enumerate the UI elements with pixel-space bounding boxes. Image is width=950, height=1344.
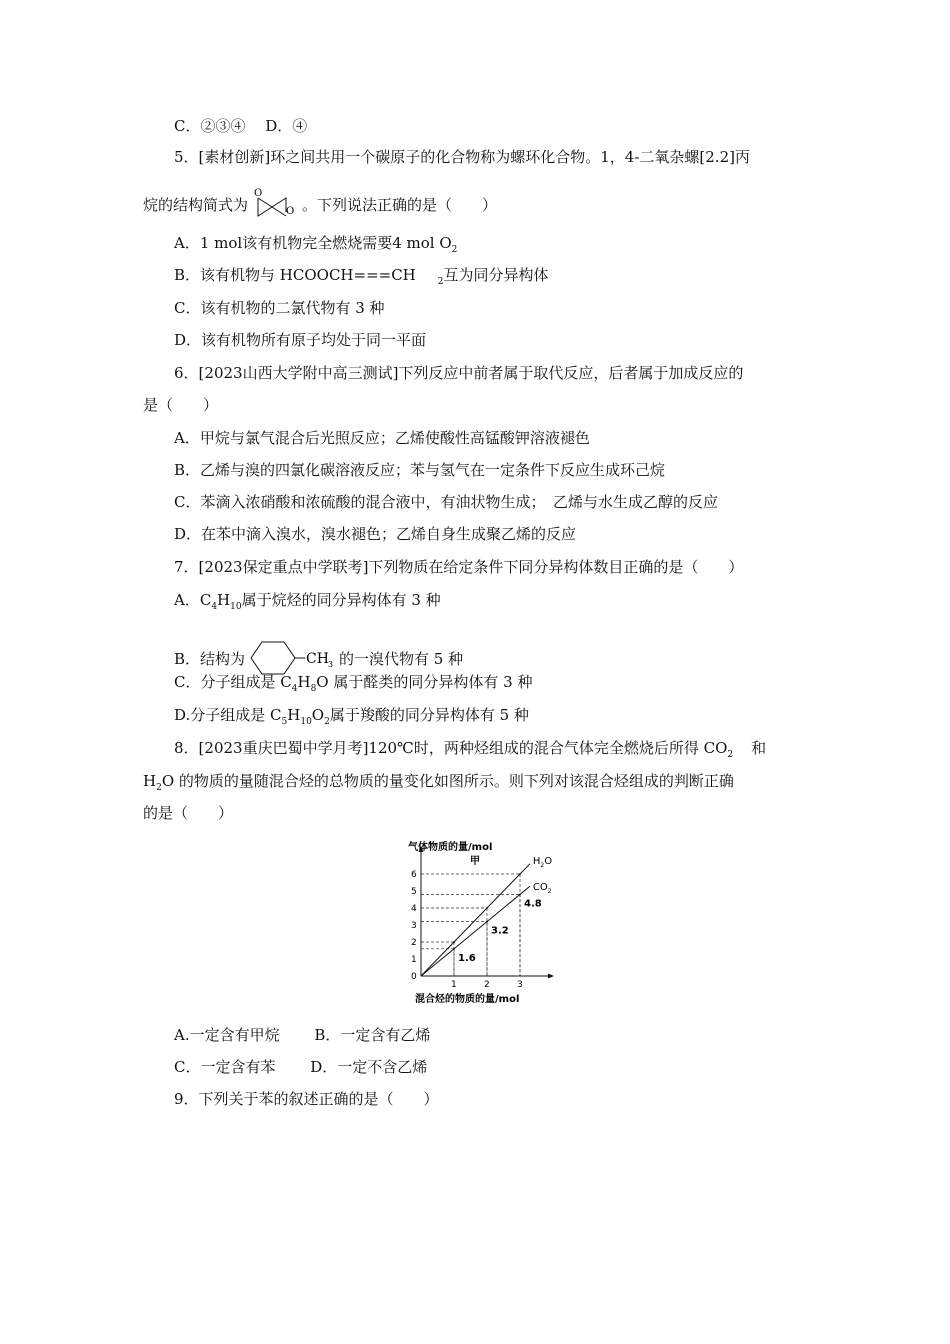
q5-stem-line2: [143, 186, 497, 224]
gas-amount-chart: [400, 838, 590, 1006]
x-tick-2: 2: [484, 980, 490, 990]
q9-stem: 9．下列关于苯的叙述正确的是（ ）: [174, 1090, 439, 1108]
data-point-CO2-3: [519, 894, 521, 896]
q8-options-cd: C．一定含有苯 D．一定不含乙烯: [174, 1058, 428, 1076]
spiro-compound-structure: [252, 186, 298, 224]
y-tick-3: 3: [411, 921, 417, 931]
data-label-0: 1.6: [458, 952, 476, 964]
subscript: 4: [211, 602, 218, 612]
q6-option-a: A．甲烷与氯气混合后光照反应；乙烯使酸性高锰酸钾溶液褪色: [174, 429, 590, 447]
origin-tick: 0: [411, 972, 417, 982]
q7-d-text: D.分子组成是 C: [174, 706, 282, 724]
subscript: 2: [156, 783, 162, 793]
q7-a-tail: 属于烷烃的同分异构体有 3 种: [241, 591, 441, 609]
q8-stem-text-2: O 的物质的量随混合烃的总物质的量变化如图所示。则下列对该混合烃组成的判断正确: [161, 772, 734, 790]
x-tick-1: 1: [451, 980, 457, 990]
q8-stem-line2: [143, 771, 734, 791]
data-label-1: 3.2: [491, 925, 509, 937]
y-tick-5: 5: [411, 887, 417, 897]
q7-b-tail: 的一溴代物有 5 种: [339, 650, 464, 668]
methyl-group-label: CH: [306, 651, 329, 667]
q5-stem-line1: 5．[素材创新]环之间共用一个碳原子的化合物称为螺环化合物。1，4-二氧杂螺[2.2]丙: [174, 148, 750, 166]
y-tick-4: 4: [411, 904, 417, 914]
subscript: 8: [310, 684, 317, 694]
q7-d-text-h: H: [287, 706, 301, 724]
chart-y-axis-label: 气体物质的量/mol: [408, 842, 493, 853]
chart-x-axis-label: 混合烃的物质的量/mol: [415, 994, 520, 1005]
data-point-H2O-1: [453, 941, 455, 943]
q7-d-text-o: O: [311, 706, 325, 724]
q7-d-tail: 属于羧酸的同分异构体有 5 种: [329, 706, 529, 724]
methyl-subscript: 3: [328, 660, 334, 669]
series-label-CO2: $CO_2$: [532, 882, 552, 896]
q6-option-c: C．苯滴入浓硝酸和浓硫酸的混合液中，有油状物生成； 乙烯与水生成乙醇的反应: [174, 493, 718, 511]
q7-c-tail: O 属于醛类的同分异构体有 3 种: [316, 673, 533, 691]
q8-stem-line3: 的是（ ）: [143, 804, 234, 822]
q7-c-text-h: H: [297, 673, 311, 691]
q8-stem-h: H: [143, 772, 157, 790]
q7-a-text-h: H: [217, 591, 231, 609]
y-tick-1: 1: [411, 955, 417, 965]
q6-stem-line2: 是（ ）: [143, 396, 219, 414]
q7-option-a: [174, 590, 441, 610]
q6-option-d: D．在苯中滴入溴水，溴水褪色；乙烯自身生成聚乙烯的反应: [174, 525, 577, 543]
q8-stem-text: 8．[2023重庆巴蜀中学月考]120℃时，两种烃组成的混合气体完全燃烧后所得 CO: [174, 739, 728, 757]
q5-option-b-text: B．该有机物与 HCOOCH===CH: [174, 266, 416, 284]
q5-option-a: [174, 233, 457, 253]
subscript: 5: [281, 717, 288, 727]
q6-stem-line1: 6．[2023山西大学附中高三测试]下列反应中前者属于取代反应，后者属于加成反应的: [174, 364, 744, 382]
subscript: 2: [451, 245, 458, 255]
data-point-CO2-1: [453, 948, 455, 950]
q7-option-d: [174, 705, 529, 725]
data-point-H2O-3: [519, 873, 521, 875]
subscript: 2: [437, 277, 444, 287]
y-tick-6: 6: [411, 870, 417, 880]
q5-option-b-tail: 互为同分异构体: [443, 266, 549, 284]
q8-stem-and: 和: [751, 739, 767, 757]
data-label-2: 4.8: [524, 898, 542, 910]
subscript: 10: [230, 602, 242, 612]
q7-stem: 7．[2023保定重点中学联考]下列物质在给定条件下同分异构体数目正确的是（ ）: [174, 558, 744, 576]
subscript: 2: [727, 750, 734, 760]
subscript: 10: [300, 717, 312, 727]
q7-a-text: A．C: [174, 591, 212, 609]
q8-options-ab: A.一定含有甲烷 B．一定含有乙烯: [174, 1026, 431, 1044]
x-tick-3: 3: [517, 980, 523, 990]
spiro-oxygen-top: O: [254, 188, 263, 199]
series-label-H2O: $H_2O$: [532, 855, 553, 869]
q5-option-a-text: A．1 mol该有机物完全燃烧需要4 mol O: [174, 234, 452, 252]
q5-option-b: [174, 265, 549, 285]
q4-options-cd: C．②③④ D．④: [174, 117, 308, 135]
data-point-H2O-2: [486, 907, 488, 909]
q5-option-d: D．该有机物所有原子均处于同一平面: [174, 331, 427, 349]
chart-marker-label: 甲: [470, 856, 480, 867]
q7-option-c: [174, 672, 532, 692]
q7-b-text: B．结构为: [174, 650, 246, 668]
spiro-oxygen-bottom: O: [286, 206, 295, 217]
y-tick-2: 2: [411, 938, 417, 948]
subscript: 4: [291, 684, 298, 694]
q5-stem-text-a: 烷的结构简式为: [143, 196, 249, 214]
subscript: 2: [324, 717, 330, 727]
q8-stem-line1: [174, 738, 766, 758]
q5-option-c: C．该有机物的二氯代物有 3 种: [174, 299, 385, 317]
data-point-CO2-2: [486, 921, 488, 923]
x-axis-arrow-icon: [548, 974, 554, 979]
q5-stem-text-b: 。下列说法正确的是（ ）: [302, 196, 498, 214]
q7-c-text: C．分子组成是 C: [174, 673, 292, 691]
q6-option-b: B．乙烯与溴的四氯化碳溶液反应；苯与氢气在一定条件下反应生成环己烷: [174, 461, 666, 479]
